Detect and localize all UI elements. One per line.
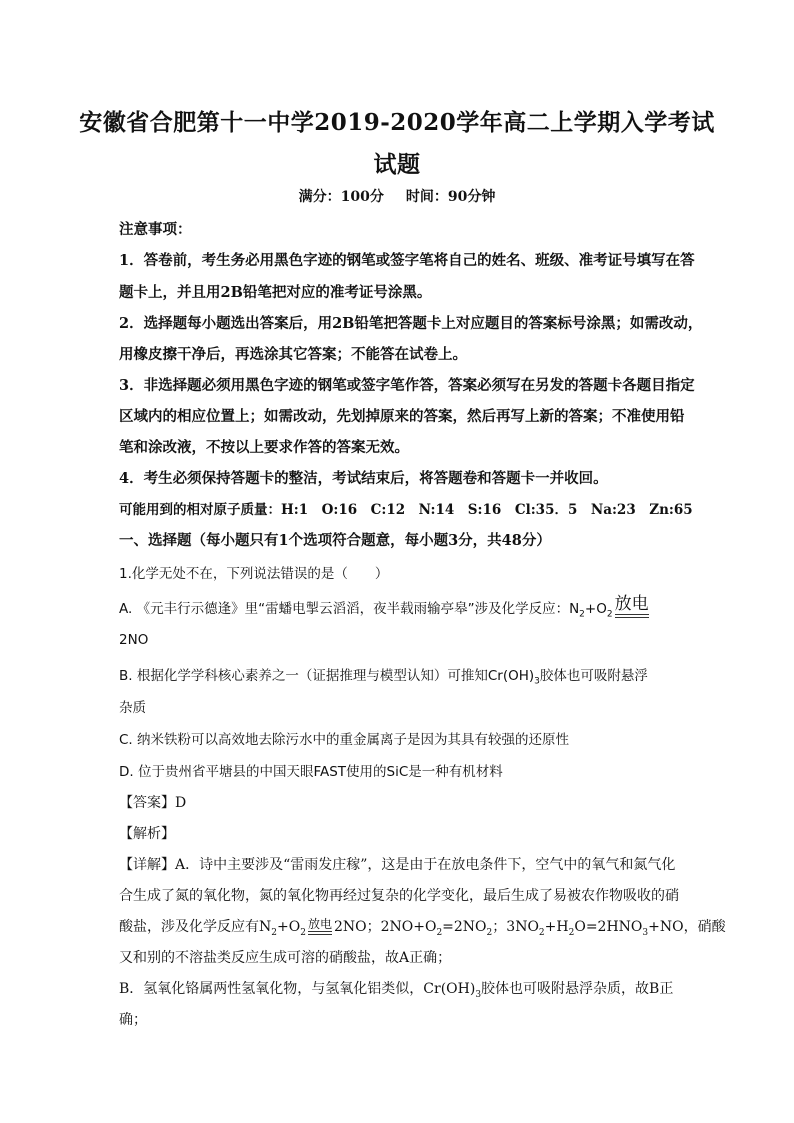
detail-text: B．氢氧化铬属两性氢氧化物，与氢氧化铝类似，Cr(OH): [119, 981, 476, 997]
note-line-8: 4．考生必须保持答题卡的整洁，考试结束后，将答题卷和答题卡一并收回。: [119, 470, 608, 487]
option-b-text: B. 根据化学学科核心素养之一（证据推理与模型认知）可推知Cr(OH): [119, 668, 535, 684]
option-b-text-2: 胶体也可吸附悬浮: [539, 668, 648, 684]
page-title-line-2: 试题: [373, 151, 421, 178]
double-line: [615, 614, 649, 618]
option-a: [119, 594, 679, 622]
exam-meta: [0, 186, 794, 206]
detail-text: =2NO: [442, 919, 487, 935]
detail-text: 胶体也可吸附悬浮杂质，故B正: [481, 981, 674, 997]
option-d: D. 位于贵州省平塘县的中国天眼FAST使用的SiC是一种有机材料: [119, 764, 503, 780]
subscript: 2: [436, 927, 443, 938]
section-heading: 一、选择题（每小题只有1个选项符合题意，每小题3分，共48分）: [119, 532, 551, 549]
subscript: 2: [486, 927, 493, 938]
note-line-3: 2．选择题每小题选出答案后，用2B铅笔把答题卡上对应题目的答案标号涂黑；如需改动，: [119, 315, 703, 332]
note-line-5: 3．非选择题必须用黑色字迹的钢笔或签字笔作答，答案必须写在另发的答题卡各题目指定: [119, 377, 695, 394]
detail-line-4: 又和别的不溶盐类反应生成可溶的硝酸盐，故A正确；: [119, 950, 452, 966]
subscript: 3: [475, 989, 482, 1000]
double-line: [308, 931, 332, 935]
detail-line-6: 确；: [119, 1012, 147, 1028]
subscript: 2: [568, 927, 575, 938]
option-c: C. 纳米铁粉可以高效地去除污水中的重金属离子是因为其具有较强的还原性: [119, 732, 570, 748]
detail-text: +O: [276, 919, 301, 935]
subscript: 2: [579, 609, 585, 620]
subscript: 2: [300, 927, 306, 938]
note-line-4: 用橡皮擦干净后，再选涂其它答案；不能答在试卷上。: [119, 346, 467, 363]
subscript: 3: [534, 676, 540, 687]
subscript: 2: [538, 927, 545, 938]
reaction-condition-label: 放电: [614, 594, 649, 614]
option-a-text-2: +O: [584, 601, 607, 617]
full-score: 满分：100分: [298, 189, 384, 205]
subscript: 2: [271, 927, 277, 938]
answer: 【答案】D: [119, 795, 187, 811]
subscript: 2: [606, 609, 613, 620]
detail-line-2: 合生成了氮的氧化物，氮的氧化物再经过复杂的化学变化，最后生成了易被农作物吸收的硝: [119, 888, 679, 904]
option-a-product: 2NO: [119, 632, 149, 648]
note-line-1: 1．答卷前，考生务必用黑色字迹的钢笔或签字笔将自己的姓名、班级、准考证号填写在答: [119, 252, 695, 269]
notes-heading: 注意事项：: [119, 221, 192, 238]
reaction-condition-arrow: [615, 596, 649, 618]
note-line-6: 区域内的相应位置上；如需改动，先划掉原来的答案，然后再写上新的答案；不准使用铅: [119, 408, 685, 425]
exam-time: 时间：90分钟: [405, 189, 496, 205]
question-stem: 1.化学无处不在，下列说法错误的是（ ）: [119, 566, 389, 582]
note-line-2: 题卡上，并且用2B铅笔把对应的准考证号涂黑。: [119, 284, 432, 301]
detail-line-5: [119, 978, 679, 998]
option-b-continued: 杂质: [119, 700, 146, 716]
option-b: [119, 664, 679, 687]
reaction-condition-label: 放电: [307, 917, 332, 931]
detail-text: +H: [544, 919, 569, 935]
detail-line-1: 【详解】A．诗中主要涉及“雷雨发庄稼”，这是由于在放电条件下，空气中的氧气和氮气化: [119, 857, 676, 873]
subscript: 3: [642, 927, 649, 938]
detail-text: +NO，硝酸: [648, 919, 726, 935]
detail-text: ；3NO: [492, 919, 539, 935]
reaction-condition-arrow: [308, 918, 332, 935]
note-line-7: 笔和涂改液，不按以上要求作答的答案无效。: [119, 439, 409, 456]
atomic-masses: 可能用到的相对原子质量：H:1 O:16 C:12 N:14 S:16 Cl:35．5 Na:23 Zn:65: [119, 502, 693, 518]
analysis-heading: 【解析】: [119, 826, 175, 842]
option-a-text: A. 《元丰行示德逢》里“雷蟠电掣云滔滔，夜半载雨输亭皋”涉及化学反应：N: [119, 601, 580, 617]
detail-text: 2NO；2NO+O: [333, 919, 437, 935]
page-title-line-1: 安徽省合肥第十一中学2019-2020学年高二上学期入学考试: [79, 109, 715, 136]
detail-text: 酸盐，涉及化学反应有N: [119, 919, 272, 935]
detail-line-3: [119, 916, 726, 938]
detail-text: O=2HNO: [574, 919, 643, 935]
